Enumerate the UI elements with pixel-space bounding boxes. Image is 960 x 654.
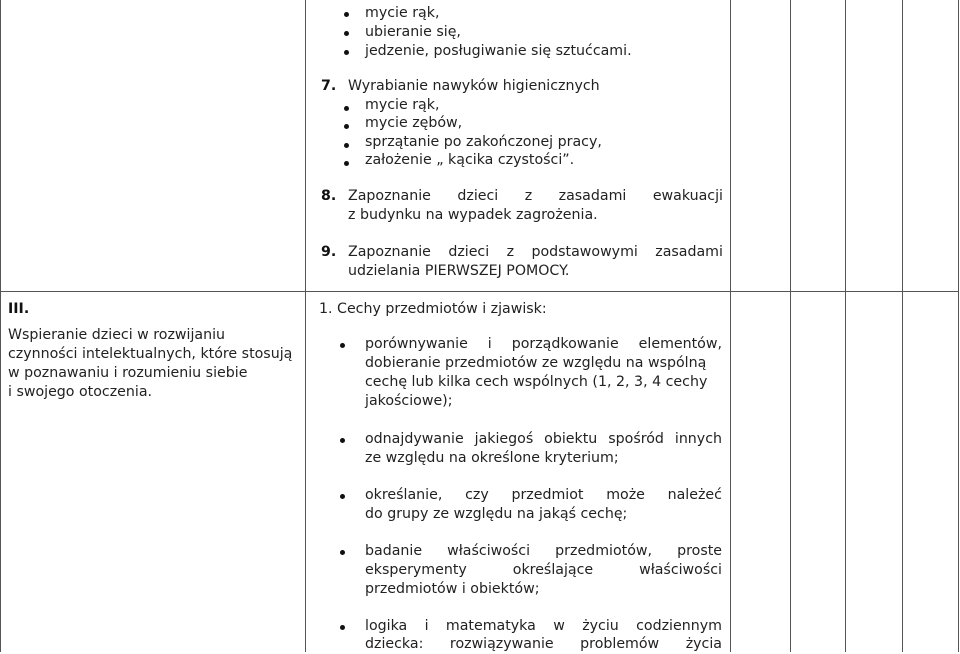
bullet: [344, 143, 349, 148]
list-line: odnajdywanie jakiegoś obiektu spośród innych: [365, 431, 722, 447]
list-line: logika i matematyka w życiu codziennym: [365, 618, 722, 634]
item-line: Zapoznanie dzieci z zasadami ewakuacji: [348, 188, 723, 204]
list-line: badanie właściwości przedmiotów, proste: [365, 543, 722, 559]
item-line: udzielania PIERWSZEJ POMOCY.: [348, 263, 570, 279]
item-number: 7.: [321, 78, 337, 94]
bullet: [344, 12, 349, 17]
section-desc-line: czynności intelektualnych, które stosują: [8, 346, 293, 362]
item-line: z budynku na wypadek zagrożenia.: [348, 207, 598, 223]
bullet: [344, 31, 349, 36]
bullet: [344, 124, 349, 129]
bullet: [340, 494, 345, 499]
list-line: jakościowe);: [365, 393, 453, 409]
list-line: dziecka: rozwiązywanie problemów życia: [365, 636, 722, 652]
item-title: Wyrabianie nawyków higienicznych: [348, 78, 600, 94]
table-border-col4: [845, 0, 846, 652]
list-item: sprzątanie po zakończonej pracy,: [365, 134, 602, 150]
list-line: określanie, czy przedmiot może należeć: [365, 487, 722, 503]
section-desc-line: i swojego otoczenia.: [8, 384, 153, 400]
subsection-heading: 1. Cechy przedmiotów i zjawisk:: [319, 301, 547, 317]
list-line: ze względu na określone kryterium;: [365, 450, 619, 466]
list-line: do grupy ze względu na jakąś cechę;: [365, 506, 628, 522]
table-border-col1: [305, 0, 306, 652]
bullet: [344, 50, 349, 55]
item-number: 8.: [321, 188, 337, 204]
list-line: przedmiotów i obiektów;: [365, 581, 540, 597]
table-row-divider: [0, 291, 959, 292]
item-number: 9.: [321, 244, 337, 260]
bullet: [340, 550, 345, 555]
section-desc-line: Wspieranie dzieci w rozwijaniu: [8, 327, 226, 343]
bullet: [344, 106, 349, 111]
table-border-col2: [730, 0, 731, 652]
list-line: porównywanie i porządkowanie elementów,: [365, 336, 722, 352]
section-desc-line: w poznawaniu i rozumieniu siebie: [8, 365, 248, 381]
list-item: mycie rąk,: [365, 97, 440, 113]
list-item: mycie rąk,: [365, 5, 440, 21]
list-line: cechę lub kilka cech wspólnych (1, 2, 3, 4 cechy: [365, 374, 708, 390]
bullet: [344, 161, 349, 166]
list-item: jedzenie, posługiwanie się sztućcami.: [365, 43, 632, 59]
list-item: mycie zębów,: [365, 115, 463, 131]
bullet: [340, 343, 345, 348]
list-item: ubieranie się,: [365, 24, 461, 40]
table-border-right: [958, 0, 959, 652]
table-border-col5: [902, 0, 903, 652]
table-border-col3: [790, 0, 791, 652]
table-border-left: [0, 0, 1, 652]
list-line: dobieranie przedmiotów ze względu na wspólną: [365, 355, 707, 371]
item-line: Zapoznanie dzieci z podstawowymi zasadami: [348, 244, 723, 260]
list-line: eksperymenty określające właściwości: [365, 562, 722, 578]
list-item: założenie „ kącika czystości”.: [365, 152, 575, 168]
section-number: III.: [8, 301, 30, 317]
bullet: [340, 438, 345, 443]
bullet: [340, 625, 345, 630]
